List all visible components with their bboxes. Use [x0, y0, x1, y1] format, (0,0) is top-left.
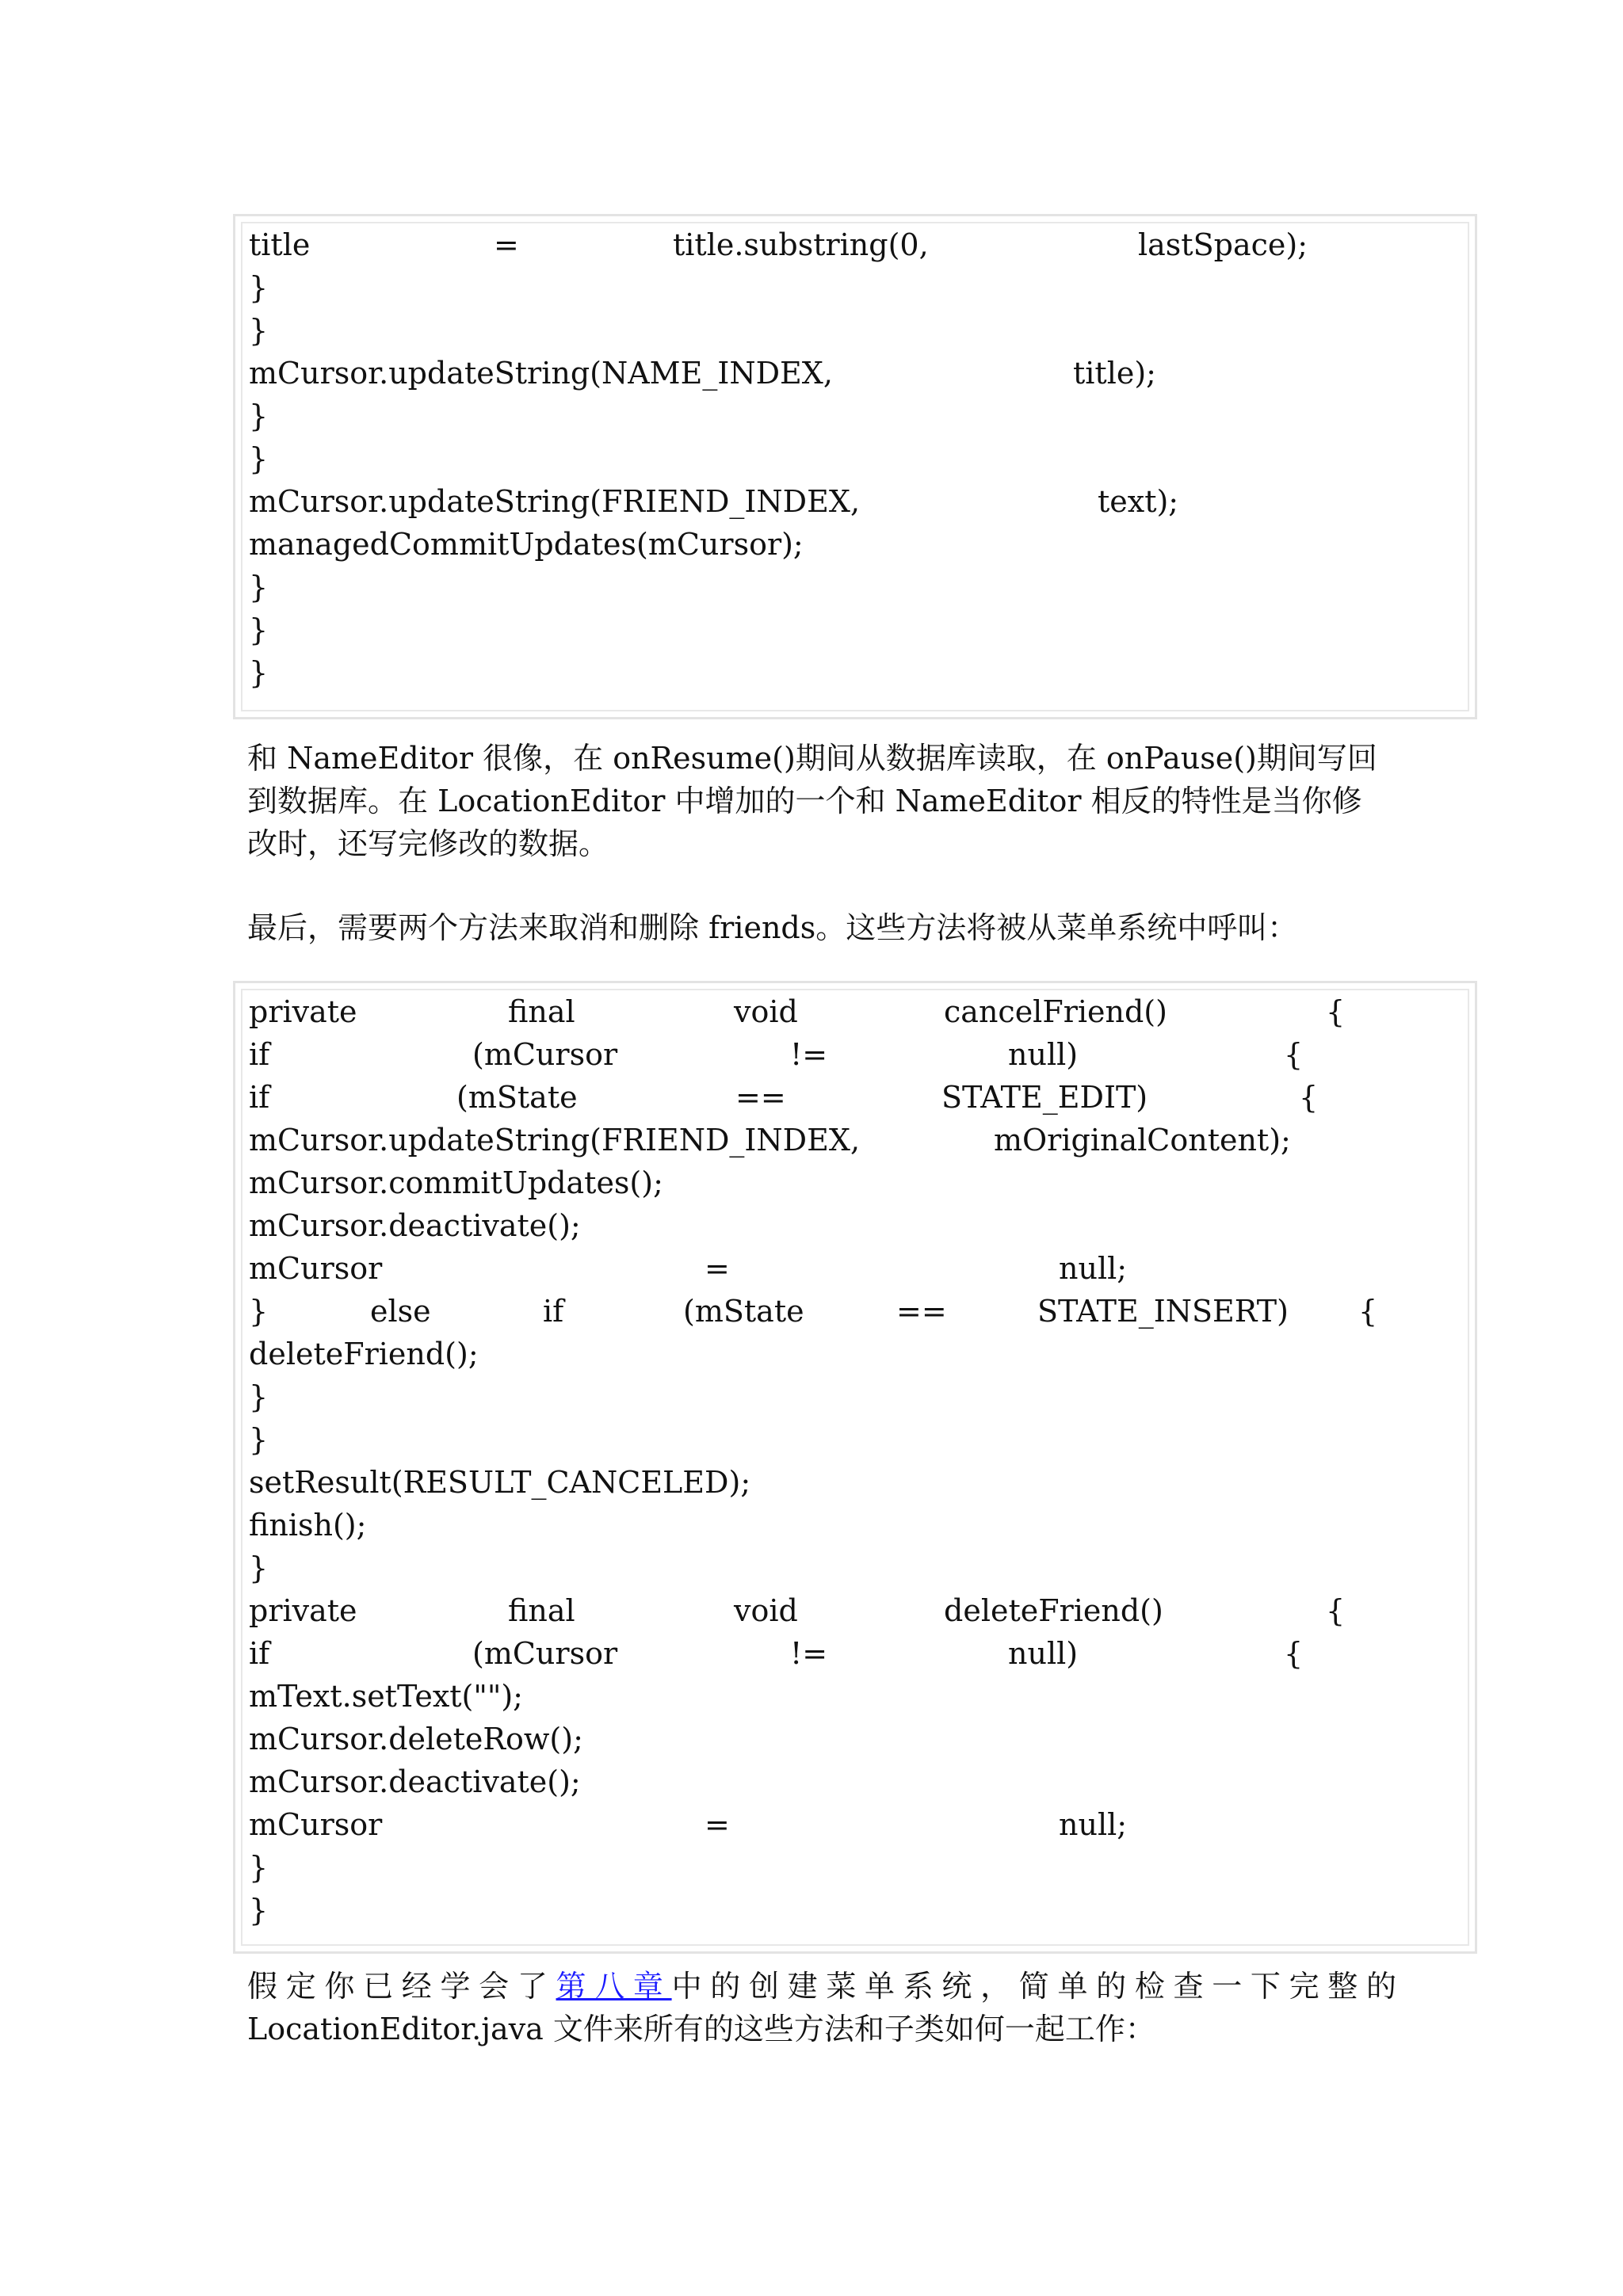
code-line: mCursor.updateString(FRIEND_INDEX, text); [249, 484, 1179, 519]
code-line: private final void deleteFriend() { [249, 1593, 1346, 1628]
code-block-2 [233, 981, 1477, 1954]
code-line: } [249, 655, 269, 690]
code-line: } [249, 399, 269, 433]
code-line: setResult(RESULT_CANCELED); [249, 1465, 751, 1500]
code-line: if (mCursor != null) { [249, 1037, 1304, 1072]
code-line: mCursor = null; [249, 1251, 1128, 1286]
chapter-eight-link[interactable]: 第八章 [556, 1969, 672, 2004]
code-line: mText.setText(""); [249, 1679, 523, 1714]
code-line: } [249, 441, 269, 476]
code-line: } [249, 1422, 269, 1457]
code-line: finish(); [249, 1508, 367, 1543]
paragraph-name-editor-comparison [247, 737, 1396, 865]
code-block-1 [233, 214, 1477, 719]
paragraph-text: 假定你已经学会了 [247, 1969, 556, 2004]
code-line: } [249, 313, 269, 348]
code-line: } [249, 612, 269, 647]
code-line: mCursor.updateString(FRIEND_INDEX, mOriginalContent); [249, 1123, 1291, 1158]
paragraph-line: 和 NameEditor 很像，在 onResume()期间从数据库读取，在 onPause()期间写回 [247, 741, 1377, 776]
code-line: mCursor.commitUpdates(); [249, 1165, 663, 1200]
code-line: } else if (mState == STATE_INSERT) { [249, 1294, 1378, 1329]
paragraph-line [247, 1965, 1396, 2008]
paragraph-text: 中的创建菜单系统，简单的检查一下完整的 [671, 1969, 1396, 2004]
code-line: managedCommitUpdates(mCursor); [249, 527, 804, 562]
code-line: } [249, 1379, 269, 1414]
paragraph-line: 改时，还写完修改的数据。 [247, 826, 609, 861]
code-line: mCursor.updateString(NAME_INDEX, title); [249, 356, 1156, 391]
code-line: if (mState == STATE_EDIT) { [249, 1080, 1319, 1115]
code-line: mCursor.deleteRow(); [249, 1722, 583, 1756]
code-line: mCursor = null; [249, 1807, 1128, 1842]
paragraph-line: LocationEditor.java 文件来所有的这些方法和子类如何一起工作： [247, 2012, 1155, 2046]
code-line: } [249, 1893, 269, 1928]
code-line: private final void cancelFriend() { [249, 994, 1346, 1029]
code-line: } [249, 570, 269, 605]
code-line: mCursor.deactivate(); [249, 1764, 581, 1799]
code-line: deleteFriend(); [249, 1337, 479, 1371]
code-line: } [249, 1550, 269, 1585]
paragraph-line: 最后，需要两个方法来取消和删除 friends。这些方法将被从菜单系统中呼叫： [247, 910, 1298, 945]
code-line: if (mCursor != null) { [249, 1636, 1304, 1671]
code-line: } [249, 1850, 269, 1885]
code-line: mCursor.deactivate(); [249, 1208, 581, 1243]
paragraph-line: 到数据库。在 LocationEditor 中增加的一个和 NameEditor 相反的特性是当你修 [247, 784, 1362, 818]
code-line: } [249, 270, 269, 305]
code-line: title = title.substring(0, lastSpace); [249, 227, 1308, 262]
paragraph-menu-system-reference [247, 1965, 1396, 2050]
paragraph-cancel-delete-intro [247, 906, 1396, 949]
